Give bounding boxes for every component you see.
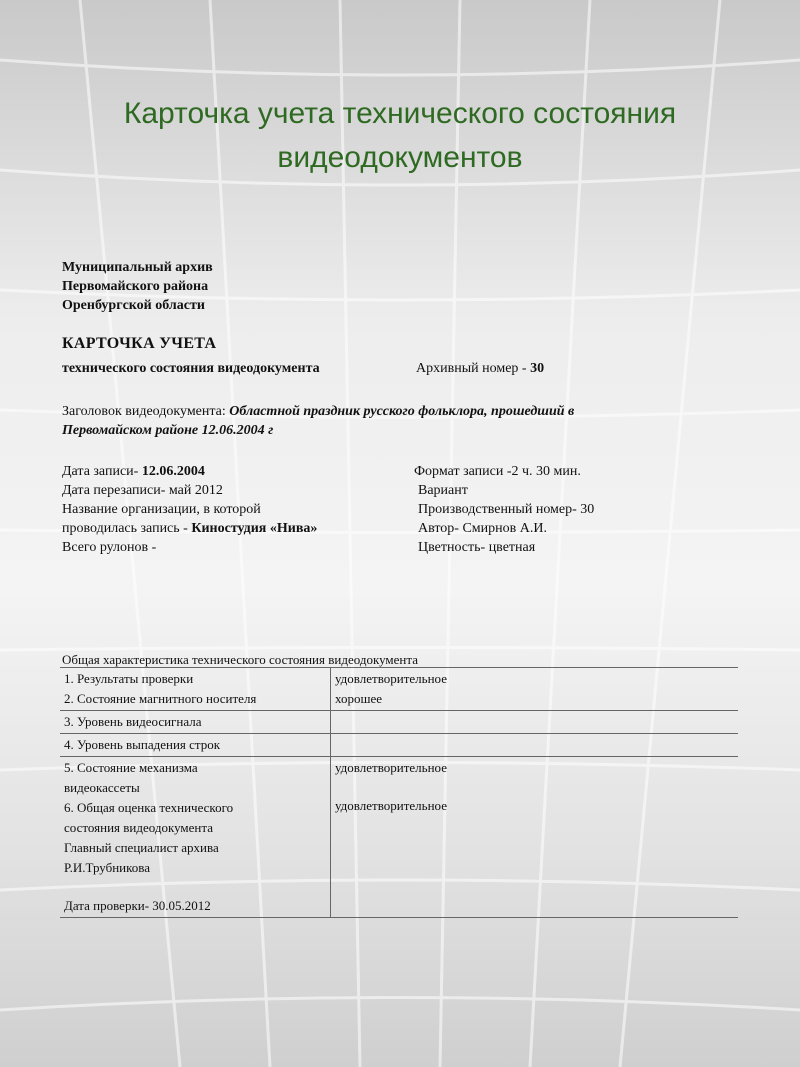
- cell-line: Р.И.Трубникова: [64, 860, 151, 875]
- table-row: [60, 757, 738, 918]
- cell-line: 1. Результаты проверки: [64, 671, 194, 686]
- table-row: [60, 668, 738, 711]
- table-cell-right: [331, 668, 739, 711]
- org-line2-label: проводилась запись -: [62, 521, 188, 536]
- cell-line: 2. Состояние магнитного носителя: [64, 691, 257, 706]
- slide-title: [0, 92, 800, 180]
- table-cell-right: [331, 711, 739, 734]
- org-name: Киностудия «Нива»: [191, 521, 318, 536]
- record-date-label: Дата записи-: [62, 464, 139, 479]
- doc-title-value2: Первомайском районе 12.06.2004 г: [62, 423, 274, 438]
- table-cell-right: [331, 734, 739, 757]
- slide-title-line1: Карточка учета технического состояния: [123, 97, 677, 130]
- cell-line: удовлетворительное: [335, 760, 447, 775]
- cell-line: состояния видеодокумента: [64, 820, 213, 835]
- cell-line: [64, 878, 326, 896]
- author: Автор- Смирнов А.И.: [418, 521, 547, 536]
- record-format: Формат записи -2 ч. 30 мин.: [414, 464, 581, 479]
- variant: Вариант: [418, 483, 468, 498]
- card-heading: КАРТОЧКА УЧЕТА: [62, 335, 217, 352]
- reels-count: Всего рулонов -: [62, 540, 157, 555]
- record-date: [62, 462, 205, 481]
- archive-line3: Оренбургской области: [62, 298, 205, 313]
- rewrite-date: Дата перезаписи- май 2012: [62, 483, 223, 498]
- table-cell-right: [331, 757, 739, 918]
- archive-number-label: Архивный номер -: [416, 361, 527, 376]
- table-cell-left: [60, 734, 331, 757]
- archive-line2: Первомайского района: [62, 279, 209, 294]
- org-line2: [62, 519, 317, 538]
- archive-number: [416, 359, 544, 378]
- archive-number-value: 30: [530, 361, 545, 376]
- archive-line1: Муниципальный архив: [62, 260, 213, 275]
- cell-line: Дата проверки- 30.05.2012: [64, 898, 211, 913]
- slide-title-line2: видеодокументов: [277, 141, 523, 174]
- table-cell-left: [60, 668, 331, 711]
- table-row: [60, 711, 738, 734]
- cell-line: видеокассеты: [64, 780, 140, 795]
- characteristics-table: [60, 667, 738, 918]
- table-row: [60, 734, 738, 757]
- cell-line: 3. Уровень видеосигнала: [64, 714, 202, 729]
- cell-line: удовлетворительное: [335, 798, 447, 813]
- color-type: Цветность- цветная: [418, 540, 536, 555]
- cell-line: 4. Уровень выпадения строк: [64, 737, 221, 752]
- doc-title-line1: [62, 402, 574, 421]
- table-cell-left: [60, 711, 331, 734]
- org-line1: Название организации, в которой: [62, 502, 261, 517]
- cell-line: удовлетворительное: [335, 671, 447, 686]
- cell-line: [335, 778, 734, 796]
- table-cell-left: [60, 757, 331, 918]
- doc-title-value1: Областной праздник русского фольклора, прошедший в: [229, 404, 575, 419]
- card-subheading: технического состояния видеодокумента: [62, 361, 320, 376]
- production-number: Производственный номер- 30: [418, 502, 595, 517]
- cell-line: Главный специалист архива: [64, 840, 219, 855]
- table-caption: Общая характеристика технического состояния видеодокумента: [62, 652, 418, 667]
- record-date-value: 12.06.2004: [141, 464, 205, 479]
- cell-line: 6. Общая оценка технического: [64, 800, 234, 815]
- cell-line: хорошее: [335, 691, 383, 706]
- cell-line: 5. Состояние механизма: [64, 760, 198, 775]
- doc-title-label: Заголовок видеодокумента:: [62, 404, 226, 419]
